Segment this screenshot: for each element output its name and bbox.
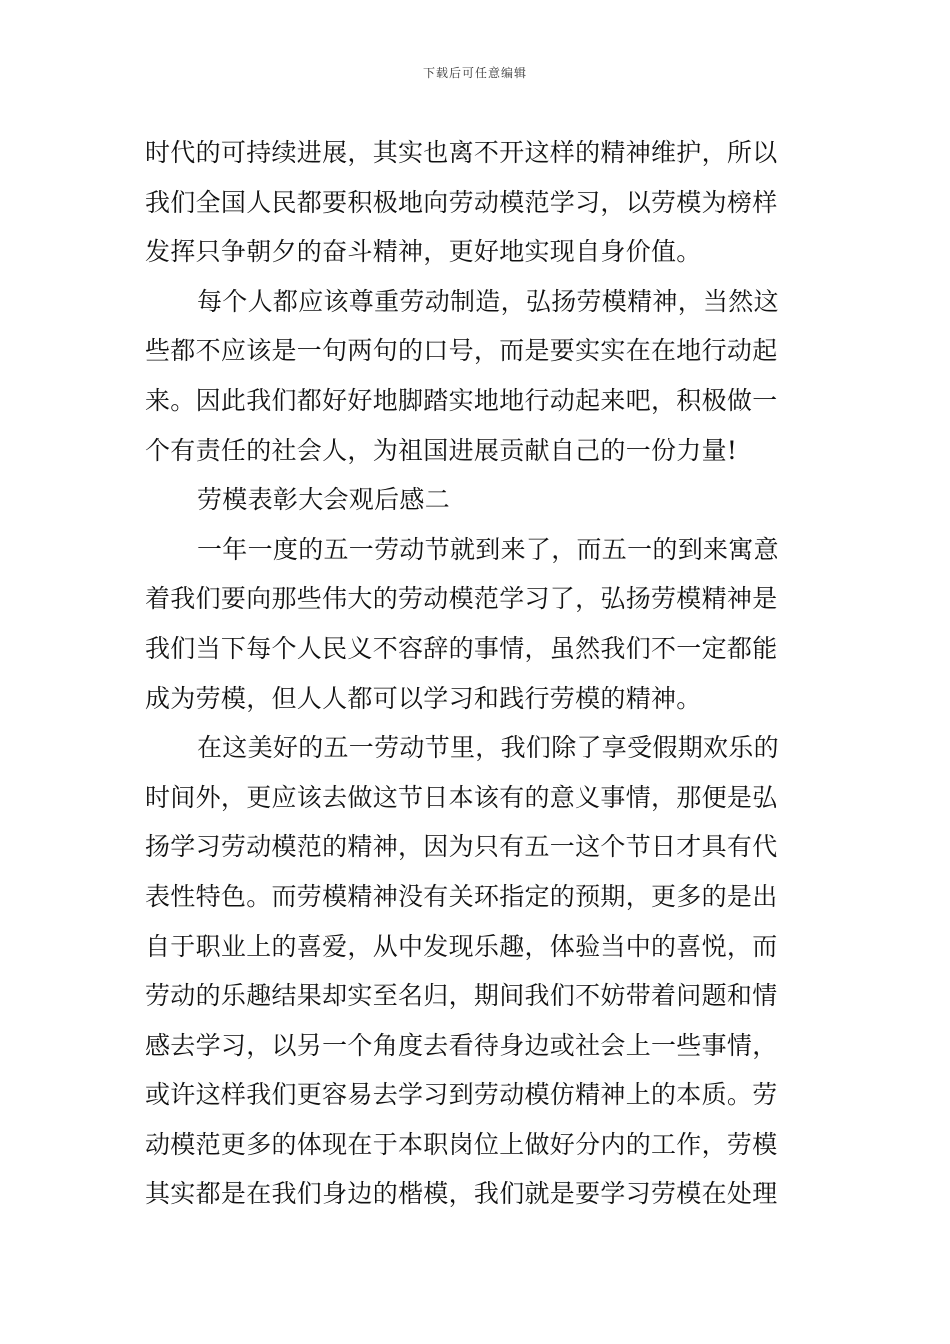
- paragraph-start-line: 每个人都应该尊重劳动制造，弘扬劳模精神，当然这: [197, 286, 779, 316]
- text-line: 时代的可持续进展，其实也离不开这样的精神维护，所以: [145, 138, 778, 167]
- text-line: 其实都是在我们身边的楷模，我们就是要学习劳模在处理: [145, 1179, 778, 1209]
- text-line: 感去学习，以另一个角度去看待身边或社会上一些事情，: [145, 1030, 778, 1060]
- text-line: 发挥只争朝夕的奋斗精神，更好地实现自身价值。: [145, 237, 702, 267]
- paragraph-start-line: 一年一度的五一劳动节就到来了，而五一的到来寓意: [197, 534, 779, 564]
- text-line: 时间外，更应该去做这节日本该有的意义事情，那便是弘: [145, 782, 778, 812]
- document-body: [145, 128, 809, 1219]
- text-line: 个有责任的社会人，为祖国进展贡献自己的一份力量!: [145, 435, 738, 465]
- text-line: 自于职业上的喜爱，从中发现乐趣，体验当中的喜悦，而: [145, 931, 778, 961]
- text-line: 扬学习劳动模范的精神，因为只有五一这个节日才具有代: [145, 832, 778, 862]
- text-line: 成为劳模，但人人都可以学习和践行劳模的精神。: [145, 683, 702, 713]
- text-line: 些都不应该是一句两句的口号，而是要实实在在地行动起: [145, 336, 778, 366]
- text-line: 劳动的乐趣结果却实至名归，期间我们不妨带着问题和情: [145, 981, 778, 1011]
- text-line: 着我们要向那些伟大的劳动模范学习了，弘扬劳模精神是: [145, 584, 778, 614]
- text-line: 来。因此我们都好好地脚踏实地地行动起来吧，积极做一: [145, 385, 778, 415]
- text-line: 动模范更多的体现在于本职岗位上做好分内的工作，劳模: [145, 1129, 778, 1159]
- section-heading: 劳模表彰大会观后感二: [197, 485, 451, 515]
- text-line: 或许这样我们更容易去学习到劳动模仿精神上的本质。劳: [145, 1080, 778, 1110]
- page-header: 下载后可任意编辑: [422, 66, 527, 80]
- text-line: 表性特色。而劳模精神没有关环指定的预期，更多的是出: [145, 881, 778, 911]
- paragraph-start-line: 在这美好的五一劳动节里，我们除了享受假期欢乐的: [197, 733, 779, 763]
- text-line: 我们当下每个人民义不容辞的事情，虽然我们不一定都能: [145, 633, 778, 663]
- text-line: 我们全国人民都要积极地向劳动模范学习，以劳模为榜样: [145, 187, 778, 217]
